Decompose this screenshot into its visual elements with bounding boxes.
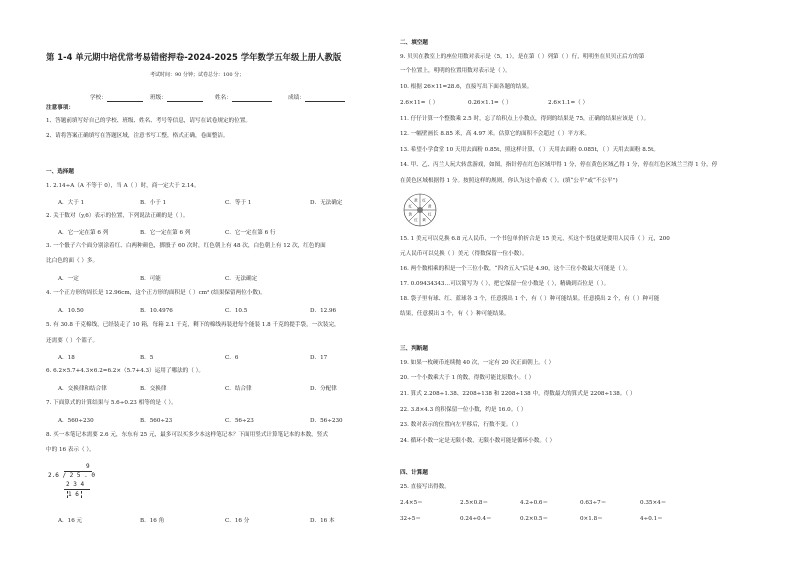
note-1: 1、答题前填写好自己的学校、班级、姓名、考号等信息，请写在试卷规定的位置。 (46, 118, 251, 124)
longdiv-dividend: 2.6 / 2 5 . 0 (48, 472, 95, 479)
wheel-sector-label: 红 (422, 198, 426, 203)
q2-option-b[interactable]: B．它一定在第 6 列 (140, 230, 191, 236)
calc-r1-c4[interactable]: 0.63÷7＝ (580, 500, 607, 506)
section3-heading: 三、判断题 (400, 346, 428, 352)
q10-item-3[interactable]: 2.6×1.1=（ ） (548, 100, 589, 106)
q1-option-b[interactable]: B．小于 1 (140, 200, 167, 206)
q1-option-c[interactable]: C．等于 1 (225, 200, 252, 206)
wheel-sector-label: 红 (414, 218, 418, 222)
wheel-sector-label: 黄 (427, 204, 432, 209)
question-19: 19. 如果一枚硬币连续抛 40 次，一定有 20 次正面朝上。（ ） (400, 360, 555, 366)
exam-meta: 考试时间：90 分钟；试卷总分：100 分； (150, 72, 245, 78)
q5-option-c[interactable]: C．6 (225, 355, 239, 361)
q8-option-b[interactable]: B．16 角 (140, 518, 165, 524)
q7-option-b[interactable]: B．560÷23 (140, 418, 173, 424)
question-18-line2: 结果，任意摸出 3 个，有（ ）种可能结果。 (400, 311, 510, 317)
q3-option-c[interactable]: C．无法确定 (225, 276, 258, 282)
q8-option-c[interactable]: C．16 分 (225, 518, 250, 524)
question-2: 2. 关于数对（y,6）表示的位置，下列说法正确的是（ ）。 (46, 213, 189, 219)
section1-heading: 一、选择题 (46, 169, 74, 175)
question-4: 4. 一个正方形的周长是 12.96cm，这个正方形的面积是（ ）cm² (结果保留两位小数)。 (46, 290, 266, 296)
question-6: 6. 6.2×5.7+4.3×6.2=6.2×（5.7+4.3）运用了哪法的（ ）。 (46, 368, 205, 374)
q4-option-a[interactable]: A．10.50 (58, 308, 84, 314)
q5-option-b[interactable]: B．5 (140, 355, 154, 361)
q4-option-d[interactable]: D．12.96 (310, 308, 337, 314)
calc-r2-c4[interactable]: 0×1.8＝ (580, 516, 603, 522)
q10-item-1[interactable]: 2.6×11=（ ） (400, 100, 439, 106)
q3-option-a[interactable]: A．一定 (58, 276, 79, 282)
question-3-line1: 3. 一个骰子六个面分别涂着红、白两种颜色，掷骰子 60 次时，红色朝上有 48 次，白色朝上有 12 次，红色的面 (46, 243, 326, 249)
wheel-sector-label: 红 (408, 204, 413, 209)
exam-title: 第 1-4 单元期中培优常考易错密押卷-2024-2025 学年数学五年级上册人教版 (46, 52, 342, 62)
question-1: 1. 2.14÷A（A 不等于 0），当 A（ ）时，商一定大于 2.14。 (46, 183, 200, 189)
q2-option-c[interactable]: C．它一定在第 6 行 (225, 230, 276, 236)
calc-r2-c1[interactable]: 32÷5＝ (400, 516, 421, 522)
q4-option-c[interactable]: C．10.5 (225, 308, 248, 314)
notes-heading: 注意事项： (46, 105, 74, 111)
longdiv-quotient: 9 (86, 463, 90, 470)
longdiv-remainder: 1 6 (68, 491, 79, 498)
longdiv-step: 2 3 4 (66, 481, 85, 488)
school-field[interactable]: 学校： (90, 95, 143, 102)
q7-option-c[interactable]: C．56÷23 (225, 418, 254, 424)
wheel-sector-label: 黄 (408, 212, 413, 217)
score-field[interactable]: 成绩： (288, 95, 345, 102)
question-21: 21. 算式 2.208÷1.38、2208÷138 和 2208÷138 中，得数最大的算式是 2208÷138。（ ） (400, 391, 636, 397)
question-24: 24. 循环小数一定是无限小数，无限小数可能是循环小数。（ ） (400, 438, 556, 444)
question-16: 16. 两个数相乘的积是一个三位小数，“四舍五入”后是 4.90，这个三位小数最大可能是（ ）。 (400, 266, 631, 272)
spinner-wheel (402, 192, 438, 228)
q7-option-a[interactable]: A．560÷230 (58, 418, 94, 424)
question-17: 17. 0.09434343…可以简写为（ ），把它保留一位小数是（ ），精确到百位是（ ）。 (400, 281, 610, 287)
question-15-line1: 15. 1 美元可以兑换 6.8 元人民币，一个书包单价折合是 15 美元，买这个书包就是要用人民币（ ）元，200 (400, 236, 670, 242)
question-18-line1: 18. 袋子里有球、红、蓝球各 3 个，任意摸出 1 个，有（ ）种可能结果。任意摸出 2 个，有（ ）种可能 (400, 296, 660, 302)
q6-option-a[interactable]: A．交换律和结合律 (58, 386, 107, 392)
q6-option-b[interactable]: B．交换律 (140, 386, 167, 392)
q7-option-d[interactable]: D．56÷230 (310, 418, 343, 424)
question-11: 11. 仔仔计算一个整数乘 2.5 时，忘了给积点上小数点，得到的结果是 75，正确的结果应该是（ ）。 (400, 116, 650, 122)
section2-heading: 二、填空题 (400, 40, 428, 46)
q5-option-a[interactable]: A．18 (58, 355, 75, 361)
q5-option-d[interactable]: D．17 (310, 355, 328, 361)
wheel-sector-label: 黄 (414, 198, 418, 203)
q3-option-b[interactable]: B．可能 (140, 276, 161, 282)
question-20: 20. 一个小数乘大于 1 的数，得数可能比原数小。（ ） (400, 375, 535, 381)
question-13: 13. 希望小学食堂 10 天用去面粉 0.85t，照这样计算，（ ）天用去面粉 0.085t，（ ）天用去面粉 8.5t。 (400, 147, 659, 153)
q6-option-c[interactable]: C．结合律 (225, 386, 252, 392)
q1-option-d[interactable]: D．无法确定 (310, 200, 343, 206)
q4-option-b[interactable]: B．10.4976 (140, 308, 173, 314)
question-8-line1: 8. 买一本笔记本需要 2.6 元，东东有 25 元，最多可以买多少本这样笔记本？下面用竖式计算笔记本的本数，竖式 (46, 432, 328, 438)
question-5-line2: 还需要（ ）个篮子。 (46, 338, 99, 344)
q1-option-a[interactable]: A．大于 1 (58, 200, 85, 206)
q8-option-d[interactable]: D．16 本 (310, 518, 335, 524)
question-8-line2: 中的 16 表示（ ）。 (46, 447, 95, 453)
question-25: 25. 直接写出得数。 (400, 484, 450, 490)
calc-r1-c2[interactable]: 2.5×0.8＝ (460, 500, 489, 506)
longdiv-box-right (81, 491, 82, 498)
calc-r2-c2[interactable]: 0.24÷0.4＝ (460, 516, 492, 522)
question-9-line2: 一个位置上，明明的位置用数对表示是（ ）。 (400, 68, 511, 74)
q8-option-a[interactable]: A．16 元 (58, 518, 83, 524)
question-23: 23. 数对表示的位置向左平移后，行数不变。（ ） (400, 422, 522, 428)
calc-r1-c5[interactable]: 0.35×4＝ (640, 500, 667, 506)
question-5-line1: 5. 有 30.8 千克棉线，已经装走了 10 箱，每箱 2.1 千克，剩下的棉线再装进每个能装 1.8 千克的提手袋，一次装完， (46, 322, 340, 328)
q6-option-d[interactable]: D．分配律 (310, 386, 337, 392)
q2-option-a[interactable]: A．它一定在第 6 列 (58, 230, 109, 236)
question-9-line1: 9. 贝贝在教室上的座位用数对表示是（5，1），是在第（ ）列第（ ）行，明明坐在贝贝正后方的第 (400, 54, 645, 60)
calc-r2-c3[interactable]: 0.2×0.5＝ (520, 516, 549, 522)
wheel-pointer-hub (417, 207, 423, 213)
section4-heading: 四、计算题 (400, 470, 428, 476)
question-14-line1: 14. 甲、乙、丙兰人玩大转盘游戏，如图，指针停在红色区域甲得 1 分，停在黄色区域乙得 1 分，停在红色区域兰兰得 1 分，停 (400, 162, 718, 168)
question-15-line2: 元人民币可以兑换（ ）美元（得数保留一位小数）。 (400, 251, 528, 257)
question-10: 10. 根据 26×11=28.6，直接写出下面各题的结果。 (400, 84, 533, 90)
note-2: 2、请将答案正确填写在答题区域，注意书写工整，格式正确，卷面整洁。 (46, 133, 229, 139)
calc-r1-c1[interactable]: 2.4×5＝ (400, 500, 423, 506)
wheel-sector-label: 红 (427, 212, 432, 217)
question-3-line2: 比白色的面（ ）多。 (46, 258, 99, 264)
longdiv-box-left (67, 491, 68, 498)
question-22: 22. 3.8×4.3 的积保留一位小数，约是 16.0。（ ） (400, 407, 527, 413)
name-field[interactable]: 姓名： (215, 95, 272, 102)
question-7: 7. 下面算式的计算结果与 5.6÷0.23 相等的是（ ）。 (46, 400, 177, 406)
q10-item-2[interactable]: 0.26×1.1=（ ） (468, 100, 512, 106)
calc-r2-c5[interactable]: 4÷0.1＝ (640, 516, 663, 522)
class-field[interactable]: 班级： (150, 95, 203, 102)
question-14-line2: 在黄色区域根据得 1 分。按照这样的规则，你认为这个游戏（ ）。(填“公平”或“不公平”) (400, 178, 618, 184)
calc-r1-c3[interactable]: 4.2÷0.6＝ (520, 500, 549, 506)
longdiv-rule (64, 489, 90, 490)
question-12: 12. 一幅壁画长 8.85 米，高 4.97 米。估算它的面积不会超过（ ）平方米。 (400, 131, 590, 137)
wheel-sector-label: 黄 (422, 218, 426, 222)
